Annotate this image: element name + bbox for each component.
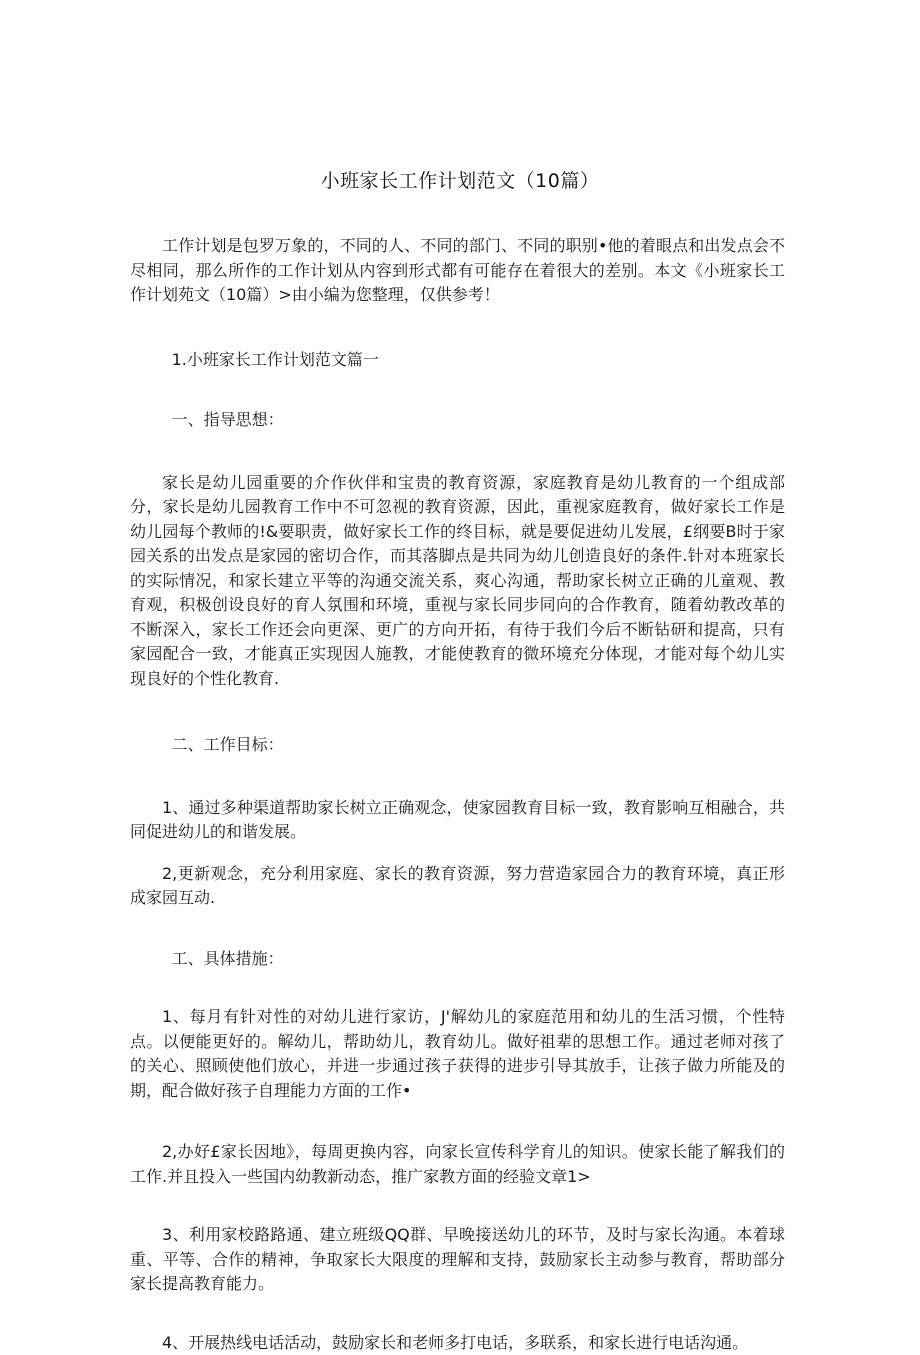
measure-item-3: 3、利用家校路路通、建立班级QQ群、早晚接送幼儿的环节，及时与家长沟通。本着球重、平等、合作的精神，争取家长大限度的理解和支持，鼓励家长主动参与教育，帮助部分家长提高教育能力。 bbox=[130, 1223, 785, 1297]
section-heading-work-goals: 二、工作目标： bbox=[130, 733, 785, 758]
measure-item-2: 2,办好£家长因地》，每周更换内容，向家长宣传科学育儿的知识。使家长能了解我们的工作.并且投入一些国内幼教新动态，推广家教方面的经验文章1> bbox=[130, 1140, 785, 1189]
section-heading-plan-one: 1.小班家长工作计划范文篇一 bbox=[130, 348, 785, 373]
body-paragraph-guiding-ideology: 家长是幼儿园重要的介作伙伴和宝贵的教育资源，家庭教育是幼儿教育的一个组成部分，家长是幼儿园教育工作中不可忽视的教育资源，因此，重视家庭教育，做好家长工作是幼儿园每个教师的!&要职责，做好家长工作的终目标，就是要促进幼儿发展，£纲要B时于家园关系的出发点是家园的密切合作，而其落脚点是共同为幼儿创造良好的条件.针对本班家长的实际情况，和家长建立平等的沟通交流关系，爽心沟通，帮助家长树立正确的儿童观、教育观，积极创设良好的育人氛围和环境，重视与家长同步同向的合作教育，随着幼教改革的不断深入，家长工作还会向更深、更广的方向开拓，有待于我们今后不断钻研和提高，只有家园配合一致，才能真正实现因人施教，才能使教育的微环境充分体现，才能对每个幼儿实现良好的个性化教育. bbox=[130, 471, 785, 692]
intro-paragraph: 工作计划是包罗万象的，不同的人、不同的部门、不同的职别•他的着眼点和出发点会不尽相同，那么所作的工作计划从内容到形式都有可能存在着很大的差别。本文《小班家长工作计划苑文（10篇）>由小编为您整理，仅供参考！ bbox=[130, 234, 785, 308]
measure-item-4: 4、开展热线电话活动，鼓励家长和老师多打电话，多联系，和家长进行电话沟通。 bbox=[130, 1331, 785, 1355]
goal-item-1: 1、通过多种渠道帮助家长树立正确观念，使家园教育目标一致，教育影响互相融合，共同促进幼儿的和谐发展。 bbox=[130, 796, 785, 845]
measure-item-1: 1、每月有针对性的对幼儿进行家访，J'解幼儿的家庭范用和幼儿的生活习惯，个性特点。以便能更好的。解幼儿，帮助幼儿，教育幼儿。做好祖辈的思想工作。通过老师对孩了的关心、照顾使他们放心，并进一步通过孩子获得的进步引导其放手，让孩子做力所能及的期，配合做好孩子自理能力方面的工作• bbox=[130, 1005, 785, 1103]
document-title: 小班家长工作计划范文（10篇） bbox=[0, 168, 920, 194]
document-body bbox=[130, 234, 785, 1355]
section-heading-guiding-ideology: 一、指导思想： bbox=[130, 408, 785, 433]
goal-item-2: 2,更新观念，充分利用家庭、家长的教育资源，努力营造家园合力的教育环境，真正形成家园互动. bbox=[130, 862, 785, 911]
section-heading-measures: 工、具体措施： bbox=[130, 947, 785, 972]
